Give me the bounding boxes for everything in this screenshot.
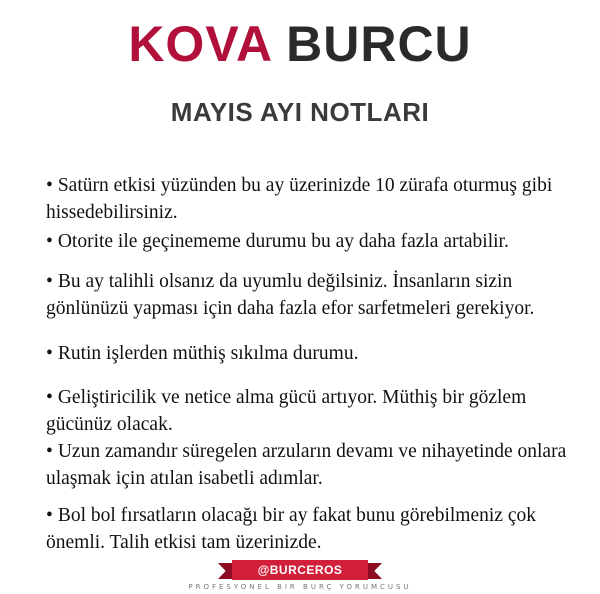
note-item [46, 228, 586, 255]
brand-tagline: PROFESYONEL BIR BURÇ YORUMCUSU [188, 583, 412, 591]
page-title [0, 14, 600, 74]
note-item [46, 340, 586, 367]
note-text: Bu ay talihli olsanız da uyumlu değilsiniz. İnsanların sizin gönlünüzü yapması için daha fazla efor sarfetmeleri gerekiyor. [46, 271, 535, 319]
bullet-icon: • [46, 175, 53, 196]
page-subtitle: MAYIS AYI NOTLARI [170, 97, 430, 127]
note-text: Bol bol fırsatların olacağı bir ay fakat bunu görebilmeniz çok önemli. Talih etkisi tam üzerinizde. [46, 505, 536, 553]
bullet-icon: • [46, 505, 53, 526]
bullet-icon: • [46, 271, 53, 292]
bullet-icon: • [46, 231, 53, 252]
title-sign-name: KOVA [128, 16, 272, 72]
brand-handle: @BURCEROS [232, 560, 368, 580]
note-item [46, 384, 586, 438]
note-item [46, 172, 586, 226]
bullet-icon: • [46, 387, 53, 408]
note-text: Geliştiricilik ve netice alma gücü artıyor. Müthiş bir gözlem gücünüz olacak. [46, 387, 527, 435]
note-text: Rutin işlerden müthiş sıkılma durumu. [57, 343, 359, 364]
bullet-icon: • [46, 441, 53, 462]
note-text: Otorite ile geçinememe durumu bu ay daha fazla artabilir. [57, 231, 509, 252]
bullet-icon: • [46, 343, 53, 364]
note-text: Uzun zamandır süregelen arzuların devamı ve nihayetinde onlara ulaşmak için atılan isabetli adımlar. [46, 441, 567, 489]
brand-ribbon [232, 560, 368, 580]
title-burcu: BURCU [286, 16, 472, 72]
note-text: Satürn etkisi yüzünden bu ay üzerinizde 10 zürafa oturmuş gibi hissedebilirsiniz. [46, 175, 553, 223]
note-item [46, 502, 586, 556]
note-item [46, 438, 586, 492]
note-item [46, 268, 586, 322]
